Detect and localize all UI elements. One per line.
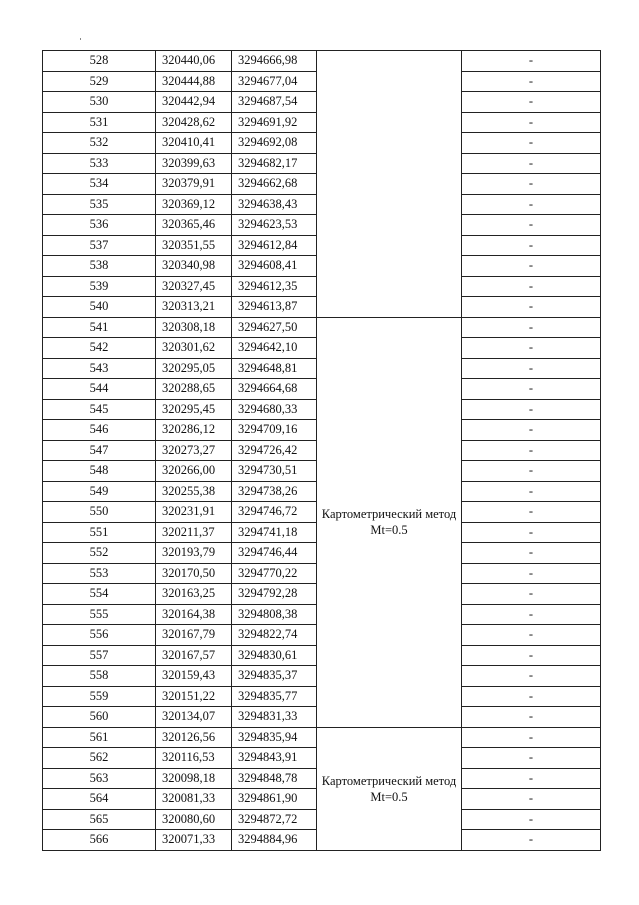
dash-cell: - — [462, 502, 601, 523]
dash-cell: - — [462, 584, 601, 605]
x-coordinate-cell: 320266,00 — [156, 461, 232, 482]
dash-cell: - — [462, 112, 601, 133]
y-coordinate-cell: 3294770,22 — [232, 563, 317, 584]
x-coordinate-cell: 320151,22 — [156, 686, 232, 707]
x-coordinate-cell: 320255,38 — [156, 481, 232, 502]
x-coordinate-cell: 320134,07 — [156, 707, 232, 728]
x-coordinate-cell: 320167,57 — [156, 645, 232, 666]
y-coordinate-cell: 3294709,16 — [232, 420, 317, 441]
dash-cell: - — [462, 481, 601, 502]
y-coordinate-cell: 3294738,26 — [232, 481, 317, 502]
point-number-cell: 560 — [43, 707, 156, 728]
dash-cell: - — [462, 666, 601, 687]
scan-speck — [80, 38, 81, 40]
y-coordinate-cell: 3294835,77 — [232, 686, 317, 707]
y-coordinate-cell: 3294848,78 — [232, 768, 317, 789]
y-coordinate-cell: 3294872,72 — [232, 809, 317, 830]
x-coordinate-cell: 320340,98 — [156, 256, 232, 277]
dash-cell: - — [462, 461, 601, 482]
x-coordinate-cell: 320098,18 — [156, 768, 232, 789]
y-coordinate-cell: 3294662,68 — [232, 174, 317, 195]
point-number-cell: 530 — [43, 92, 156, 113]
x-coordinate-cell: 320159,43 — [156, 666, 232, 687]
y-coordinate-cell: 3294843,91 — [232, 748, 317, 769]
y-coordinate-cell: 3294792,28 — [232, 584, 317, 605]
dash-cell: - — [462, 645, 601, 666]
point-number-cell: 531 — [43, 112, 156, 133]
x-coordinate-cell: 320286,12 — [156, 420, 232, 441]
dash-cell: - — [462, 604, 601, 625]
point-number-cell: 557 — [43, 645, 156, 666]
x-coordinate-cell: 320379,91 — [156, 174, 232, 195]
x-coordinate-cell: 320295,05 — [156, 358, 232, 379]
point-number-cell: 536 — [43, 215, 156, 236]
x-coordinate-cell: 320164,38 — [156, 604, 232, 625]
y-coordinate-cell: 3294691,92 — [232, 112, 317, 133]
dash-cell: - — [462, 768, 601, 789]
point-number-cell: 533 — [43, 153, 156, 174]
point-number-cell: 542 — [43, 338, 156, 359]
y-coordinate-cell: 3294835,94 — [232, 727, 317, 748]
dash-cell: - — [462, 707, 601, 728]
y-coordinate-cell: 3294830,61 — [232, 645, 317, 666]
dash-cell: - — [462, 276, 601, 297]
x-coordinate-cell: 320351,55 — [156, 235, 232, 256]
method-cell: Картометрический метод Mt=0.5 — [317, 317, 462, 727]
dash-cell: - — [462, 153, 601, 174]
y-coordinate-cell: 3294680,33 — [232, 399, 317, 420]
x-coordinate-cell: 320301,62 — [156, 338, 232, 359]
point-number-cell: 546 — [43, 420, 156, 441]
point-number-cell: 539 — [43, 276, 156, 297]
table-body — [43, 51, 601, 851]
x-coordinate-cell: 320071,33 — [156, 830, 232, 851]
x-coordinate-cell: 320081,33 — [156, 789, 232, 810]
y-coordinate-cell: 3294741,18 — [232, 522, 317, 543]
x-coordinate-cell: 320369,12 — [156, 194, 232, 215]
point-number-cell: 528 — [43, 51, 156, 72]
method-cell: Картометрический метод Mt=0.5 — [317, 727, 462, 850]
point-number-cell: 550 — [43, 502, 156, 523]
point-number-cell: 552 — [43, 543, 156, 564]
y-coordinate-cell: 3294687,54 — [232, 92, 317, 113]
dash-cell: - — [462, 133, 601, 154]
x-coordinate-cell: 320273,27 — [156, 440, 232, 461]
y-coordinate-cell: 3294726,42 — [232, 440, 317, 461]
point-number-cell: 554 — [43, 584, 156, 605]
x-coordinate-cell: 320295,45 — [156, 399, 232, 420]
x-coordinate-cell: 320167,79 — [156, 625, 232, 646]
point-number-cell: 540 — [43, 297, 156, 318]
point-number-cell: 535 — [43, 194, 156, 215]
point-number-cell: 548 — [43, 461, 156, 482]
point-number-cell: 565 — [43, 809, 156, 830]
dash-cell: - — [462, 543, 601, 564]
dash-cell: - — [462, 379, 601, 400]
dash-cell: - — [462, 317, 601, 338]
x-coordinate-cell: 320327,45 — [156, 276, 232, 297]
y-coordinate-cell: 3294884,96 — [232, 830, 317, 851]
dash-cell: - — [462, 194, 601, 215]
method-cell — [317, 51, 462, 318]
y-coordinate-cell: 3294666,98 — [232, 51, 317, 72]
dash-cell: - — [462, 563, 601, 584]
point-number-cell: 545 — [43, 399, 156, 420]
dash-cell: - — [462, 399, 601, 420]
dash-cell: - — [462, 174, 601, 195]
dash-cell: - — [462, 215, 601, 236]
x-coordinate-cell: 320399,63 — [156, 153, 232, 174]
x-coordinate-cell: 320116,53 — [156, 748, 232, 769]
y-coordinate-cell: 3294746,72 — [232, 502, 317, 523]
point-number-cell: 555 — [43, 604, 156, 625]
point-number-cell: 558 — [43, 666, 156, 687]
dash-cell: - — [462, 809, 601, 830]
dash-cell: - — [462, 297, 601, 318]
point-number-cell: 532 — [43, 133, 156, 154]
point-number-cell: 561 — [43, 727, 156, 748]
coordinates-table — [42, 50, 601, 851]
point-number-cell: 566 — [43, 830, 156, 851]
x-coordinate-cell: 320288,65 — [156, 379, 232, 400]
dash-cell: - — [462, 71, 601, 92]
dash-cell: - — [462, 440, 601, 461]
y-coordinate-cell: 3294642,10 — [232, 338, 317, 359]
dash-cell: - — [462, 256, 601, 277]
point-number-cell: 549 — [43, 481, 156, 502]
table-row — [43, 727, 601, 748]
dash-cell: - — [462, 358, 601, 379]
x-coordinate-cell: 320442,94 — [156, 92, 232, 113]
y-coordinate-cell: 3294831,33 — [232, 707, 317, 728]
x-coordinate-cell: 320170,50 — [156, 563, 232, 584]
point-number-cell: 559 — [43, 686, 156, 707]
x-coordinate-cell: 320080,60 — [156, 809, 232, 830]
y-coordinate-cell: 3294835,37 — [232, 666, 317, 687]
dash-cell: - — [462, 625, 601, 646]
dash-cell: - — [462, 686, 601, 707]
y-coordinate-cell: 3294682,17 — [232, 153, 317, 174]
point-number-cell: 556 — [43, 625, 156, 646]
point-number-cell: 551 — [43, 522, 156, 543]
y-coordinate-cell: 3294648,81 — [232, 358, 317, 379]
point-number-cell: 529 — [43, 71, 156, 92]
point-number-cell: 544 — [43, 379, 156, 400]
x-coordinate-cell: 320365,46 — [156, 215, 232, 236]
point-number-cell: 537 — [43, 235, 156, 256]
y-coordinate-cell: 3294623,53 — [232, 215, 317, 236]
x-coordinate-cell: 320440,06 — [156, 51, 232, 72]
point-number-cell: 564 — [43, 789, 156, 810]
dash-cell: - — [462, 235, 601, 256]
x-coordinate-cell: 320193,79 — [156, 543, 232, 564]
point-number-cell: 553 — [43, 563, 156, 584]
x-coordinate-cell: 320211,37 — [156, 522, 232, 543]
y-coordinate-cell: 3294746,44 — [232, 543, 317, 564]
y-coordinate-cell: 3294861,90 — [232, 789, 317, 810]
point-number-cell: 547 — [43, 440, 156, 461]
x-coordinate-cell: 320163,25 — [156, 584, 232, 605]
x-coordinate-cell: 320410,41 — [156, 133, 232, 154]
dash-cell: - — [462, 51, 601, 72]
dash-cell: - — [462, 789, 601, 810]
point-number-cell: 534 — [43, 174, 156, 195]
y-coordinate-cell: 3294730,51 — [232, 461, 317, 482]
dash-cell: - — [462, 338, 601, 359]
y-coordinate-cell: 3294612,84 — [232, 235, 317, 256]
dash-cell: - — [462, 92, 601, 113]
y-coordinate-cell: 3294612,35 — [232, 276, 317, 297]
point-number-cell: 562 — [43, 748, 156, 769]
point-number-cell: 543 — [43, 358, 156, 379]
point-number-cell: 541 — [43, 317, 156, 338]
y-coordinate-cell: 3294638,43 — [232, 194, 317, 215]
y-coordinate-cell: 3294613,87 — [232, 297, 317, 318]
x-coordinate-cell: 320428,62 — [156, 112, 232, 133]
x-coordinate-cell: 320126,56 — [156, 727, 232, 748]
y-coordinate-cell: 3294627,50 — [232, 317, 317, 338]
x-coordinate-cell: 320231,91 — [156, 502, 232, 523]
y-coordinate-cell: 3294608,41 — [232, 256, 317, 277]
y-coordinate-cell: 3294692,08 — [232, 133, 317, 154]
y-coordinate-cell: 3294808,38 — [232, 604, 317, 625]
y-coordinate-cell: 3294664,68 — [232, 379, 317, 400]
y-coordinate-cell: 3294822,74 — [232, 625, 317, 646]
point-number-cell: 538 — [43, 256, 156, 277]
table-row — [43, 51, 601, 72]
table-row — [43, 317, 601, 338]
dash-cell: - — [462, 830, 601, 851]
point-number-cell: 563 — [43, 768, 156, 789]
dash-cell: - — [462, 522, 601, 543]
dash-cell: - — [462, 748, 601, 769]
dash-cell: - — [462, 727, 601, 748]
x-coordinate-cell: 320308,18 — [156, 317, 232, 338]
x-coordinate-cell: 320313,21 — [156, 297, 232, 318]
dash-cell: - — [462, 420, 601, 441]
x-coordinate-cell: 320444,88 — [156, 71, 232, 92]
y-coordinate-cell: 3294677,04 — [232, 71, 317, 92]
